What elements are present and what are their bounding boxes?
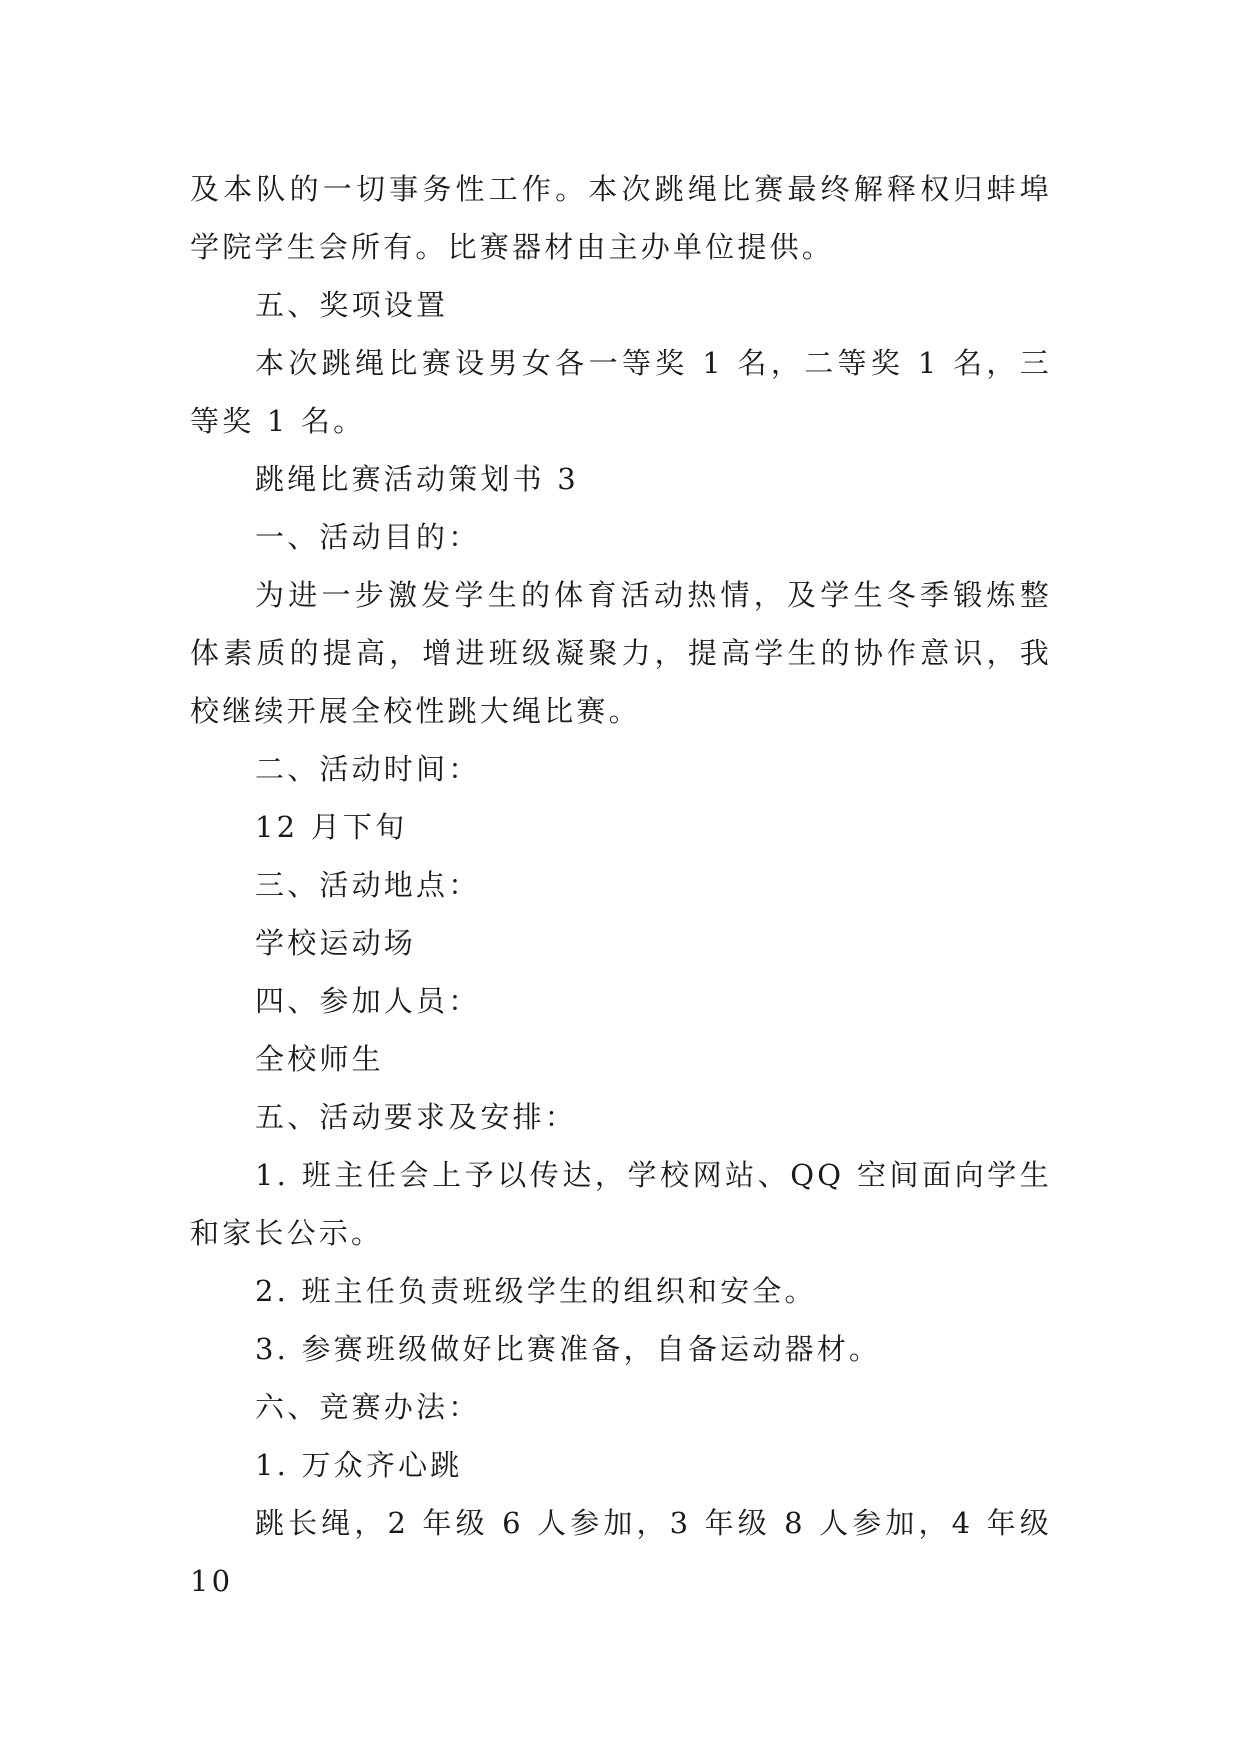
paragraph-rule-1-detail: 跳长绳，2 年级 6 人参加，3 年级 8 人参加，4 年级 10	[190, 1506, 1052, 1598]
heading-participants: 四、参加人员：	[255, 984, 481, 1018]
heading-time: 二、活动时间：	[255, 752, 481, 786]
plan-title-3: 跳绳比赛活动策划书 3	[255, 462, 579, 496]
document-body	[190, 160, 1052, 1610]
list-item-requirement-3: 3. 参赛班级做好比赛准备，自备运动器材。	[255, 1332, 882, 1366]
paragraph-location: 学校运动场	[255, 926, 417, 960]
heading-requirements: 五、活动要求及安排：	[255, 1100, 578, 1134]
heading-competition-rules: 六、竞赛办法：	[255, 1390, 481, 1424]
list-item-requirement-1: 1. 班主任会上予以传达，学校网站、QQ 空间面向学生和家长公示。	[190, 1158, 1052, 1250]
heading-purpose: 一、活动目的：	[255, 520, 481, 554]
paragraph-participants: 全校师生	[255, 1042, 384, 1076]
list-item-rule-1: 1. 万众齐心跳	[255, 1448, 463, 1482]
paragraph-duties-and-rights: 及本队的一切事务性工作。本次跳绳比赛最终解释权归蚌埠学院学生会所有。比赛器材由主办单位提供。	[190, 172, 1052, 264]
paragraph-purpose: 为进一步激发学生的体育活动热情，及学生冬季锻炼整体素质的提高，增进班级凝聚力，提高学生的协作意识，我校继续开展全校性跳大绳比赛。	[190, 578, 1052, 728]
paragraph-awards-detail: 本次跳绳比赛设男女各一等奖 1 名，二等奖 1 名，三等奖 1 名。	[190, 346, 1052, 438]
heading-awards: 五、奖项设置	[255, 288, 449, 322]
paragraph-time: 12 月下旬	[255, 810, 408, 844]
list-item-requirement-2: 2. 班主任负责班级学生的组织和安全。	[255, 1274, 817, 1308]
heading-location: 三、活动地点：	[255, 868, 481, 902]
